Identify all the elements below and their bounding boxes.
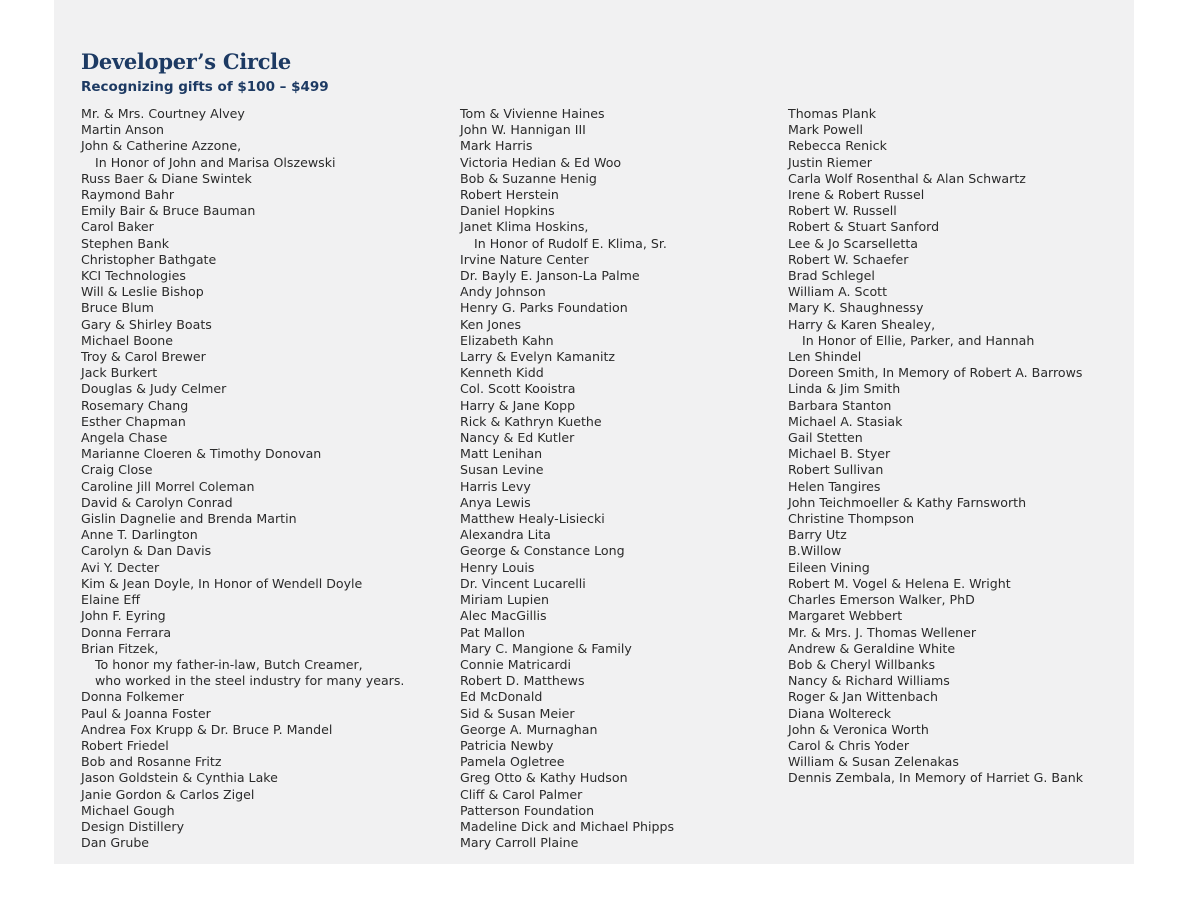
donor-name: Kenneth Kidd bbox=[460, 365, 544, 381]
donor-name: Jack Burkert bbox=[81, 365, 158, 381]
donor-name: Cliff & Carol Palmer bbox=[460, 786, 583, 802]
donor-name: Len Shindel bbox=[788, 349, 862, 365]
donor-dedication: In Honor of John and Marisa Olszewski bbox=[95, 154, 336, 170]
donor-name: Bob & Suzanne Henig bbox=[460, 170, 597, 186]
donor-name: Robert Friedel bbox=[81, 737, 169, 753]
donor-column-2 bbox=[460, 106, 674, 851]
donor-name: Barry Utz bbox=[788, 527, 847, 543]
donor-name: Henry Louis bbox=[460, 559, 535, 575]
donor-name: Madeline Dick and Michael Phipps bbox=[460, 818, 675, 834]
section-subtitle: Recognizing gifts of $100 – $499 bbox=[81, 79, 329, 95]
donor-name: Carol Baker bbox=[81, 219, 154, 235]
donor-name: Linda & Jim Smith bbox=[788, 381, 901, 397]
donor-name: Robert Herstein bbox=[460, 187, 559, 203]
donor-name: Mr. & Mrs. Courtney Alvey bbox=[81, 106, 245, 121]
donor-name: Matthew Healy-Lisiecki bbox=[460, 511, 605, 527]
donor-name: Mary C. Mangione & Family bbox=[460, 640, 632, 656]
donor-name: Margaret Webbert bbox=[788, 608, 903, 624]
donor-name: Robert D. Matthews bbox=[460, 673, 585, 689]
donor-name: Lee & Jo Scarselletta bbox=[788, 235, 919, 251]
donor-name: Mark Harris bbox=[460, 138, 533, 154]
donor-name: Russ Baer & Diane Swintek bbox=[81, 170, 252, 186]
donor-name: Douglas & Judy Celmer bbox=[81, 381, 227, 397]
donor-name: Gary & Shirley Boats bbox=[81, 316, 212, 332]
donor-name: Tom & Vivienne Haines bbox=[460, 106, 605, 121]
donor-name: Robert W. Russell bbox=[788, 203, 897, 219]
donor-name: Angela Chase bbox=[81, 430, 168, 446]
donor-name: Christopher Bathgate bbox=[81, 251, 217, 267]
donor-name: B.Willow bbox=[788, 543, 842, 559]
donor-name: Carol & Chris Yoder bbox=[788, 737, 910, 753]
donor-name: Gail Stetten bbox=[788, 430, 863, 446]
donor-name: Dennis Zembala, In Memory of Harriet G. Bank bbox=[788, 770, 1084, 786]
donor-name: Eileen Vining bbox=[788, 559, 870, 575]
donor-name: William & Susan Zelenakas bbox=[788, 754, 959, 770]
donor-name: Connie Matricardi bbox=[460, 656, 572, 672]
donor-name: Michael A. Stasiak bbox=[788, 413, 903, 429]
donor-dedication: In Honor of Ellie, Parker, and Hannah bbox=[802, 332, 1035, 348]
donor-name: Andy Johnson bbox=[460, 284, 546, 300]
donor-name: Daniel Hopkins bbox=[460, 203, 555, 219]
donor-name: Elizabeth Kahn bbox=[460, 332, 554, 348]
donor-name: Irvine Nature Center bbox=[460, 251, 589, 267]
donor-name: Esther Chapman bbox=[81, 413, 186, 429]
donor-name: Gislin Dagnelie and Brenda Martin bbox=[81, 511, 297, 527]
donor-name: Ken Jones bbox=[460, 316, 522, 332]
donor-name: Barbara Stanton bbox=[788, 397, 892, 413]
donor-name: Diana Woltereck bbox=[788, 705, 892, 721]
donor-name: Col. Scott Kooistra bbox=[460, 381, 576, 397]
donor-name: John W. Hannigan III bbox=[460, 122, 586, 138]
donor-name: Donna Ferrara bbox=[81, 624, 172, 640]
donor-name: Victoria Hedian & Ed Woo bbox=[460, 154, 622, 170]
donor-name: Andrew & Geraldine White bbox=[788, 640, 956, 656]
donor-name: Troy & Carol Brewer bbox=[81, 349, 206, 365]
donor-name: Stephen Bank bbox=[81, 235, 170, 251]
donor-name: Harry & Jane Kopp bbox=[460, 397, 576, 413]
donor-name: Brad Schlegel bbox=[788, 268, 875, 284]
donor-name: Patricia Newby bbox=[460, 737, 554, 753]
donor-name: William A. Scott bbox=[788, 284, 888, 300]
donor-name: Rick & Kathryn Kuethe bbox=[460, 413, 602, 429]
donor-name: Mr. & Mrs. J. Thomas Wellener bbox=[788, 624, 977, 640]
donor-name: Rebecca Renick bbox=[788, 138, 887, 154]
donor-name: Alec MacGillis bbox=[460, 608, 547, 624]
donor-name: Sid & Susan Meier bbox=[460, 705, 575, 721]
donor-name: Nancy & Ed Kutler bbox=[460, 430, 575, 446]
donor-dedication: To honor my father-in-law, Butch Creamer, bbox=[95, 656, 363, 672]
donor-name: Pat Mallon bbox=[460, 624, 525, 640]
donor-name: Kim & Jean Doyle, In Honor of Wendell Doyle bbox=[81, 575, 363, 591]
donor-name: Charles Emerson Walker, PhD bbox=[788, 592, 975, 608]
donor-name: Anya Lewis bbox=[460, 494, 531, 510]
donor-name: Larry & Evelyn Kamanitz bbox=[460, 349, 616, 365]
donor-name: Michael B. Styer bbox=[788, 446, 891, 462]
donor-name: Christine Thompson bbox=[788, 511, 915, 527]
donor-name: Design Distillery bbox=[81, 818, 185, 834]
donor-name: Nancy & Richard Williams bbox=[788, 673, 950, 689]
donor-name: Matt Lenihan bbox=[460, 446, 543, 462]
donor-name: Robert Sullivan bbox=[788, 462, 884, 478]
donor-name: Craig Close bbox=[81, 462, 153, 478]
donor-name: John F. Eyring bbox=[81, 608, 166, 624]
donor-name: Janie Gordon & Carlos Zigel bbox=[81, 786, 255, 802]
donor-name: John & Veronica Worth bbox=[788, 721, 929, 737]
donor-name: Martin Anson bbox=[81, 122, 165, 138]
donor-name: Michael Gough bbox=[81, 802, 175, 818]
donor-name: Brian Fitzek, bbox=[81, 640, 159, 656]
donor-name: Irene & Robert Russel bbox=[788, 187, 925, 203]
donor-name: Helen Tangires bbox=[788, 478, 881, 494]
donor-name: Harry & Karen Shealey, bbox=[788, 316, 936, 332]
donor-name: KCI Technologies bbox=[81, 268, 186, 284]
donor-dedication: In Honor of Rudolf E. Klima, Sr. bbox=[474, 235, 667, 251]
donor-name: Paul & Joanna Foster bbox=[81, 705, 211, 721]
donor-name: Robert W. Schaefer bbox=[788, 251, 909, 267]
donor-name: Patterson Foundation bbox=[460, 802, 595, 818]
donor-name: Janet Klima Hoskins, bbox=[460, 219, 589, 235]
donor-name: Doreen Smith, In Memory of Robert A. Barrows bbox=[788, 365, 1083, 381]
donor-name: Ed McDonald bbox=[460, 689, 543, 705]
donor-name: Dr. Bayly E. Janson-La Palme bbox=[460, 268, 640, 284]
donor-name: Dr. Vincent Lucarelli bbox=[460, 575, 586, 591]
donor-name: George A. Murnaghan bbox=[460, 721, 598, 737]
donor-name: Miriam Lupien bbox=[460, 592, 550, 608]
donor-name: Dan Grube bbox=[81, 835, 150, 851]
donor-name: Justin Riemer bbox=[788, 154, 872, 170]
donor-name: Mark Powell bbox=[788, 122, 863, 138]
donor-name: Bruce Blum bbox=[81, 300, 154, 316]
donor-name: Will & Leslie Bishop bbox=[81, 284, 204, 300]
donor-name: Greg Otto & Kathy Hudson bbox=[460, 770, 628, 786]
donor-name: Elaine Eff bbox=[81, 592, 141, 608]
donor-column-3 bbox=[788, 106, 1083, 787]
donor-name: Roger & Jan Wittenbach bbox=[788, 689, 938, 705]
donor-name: Caroline Jill Morrel Coleman bbox=[81, 478, 255, 494]
donor-name: Rosemary Chang bbox=[81, 397, 189, 413]
donor-dedication: who worked in the steel industry for many years. bbox=[95, 673, 405, 689]
donor-name: John & Catherine Azzone, bbox=[81, 138, 242, 154]
donor-name: David & Carolyn Conrad bbox=[81, 494, 233, 510]
donor-name: Mary Carroll Plaine bbox=[460, 835, 579, 851]
donor-name: Jason Goldstein & Cynthia Lake bbox=[81, 770, 278, 786]
donor-name: Bob and Rosanne Fritz bbox=[81, 754, 222, 770]
donor-name: Alexandra Lita bbox=[460, 527, 551, 543]
donor-name: Robert & Stuart Sanford bbox=[788, 219, 940, 235]
donor-name: Carla Wolf Rosenthal & Alan Schwartz bbox=[788, 170, 1026, 186]
donor-name: Avi Y. Decter bbox=[81, 559, 160, 575]
donor-name: Marianne Cloeren & Timothy Donovan bbox=[81, 446, 322, 462]
donor-name: Bob & Cheryl Willbanks bbox=[788, 656, 936, 672]
donor-column-1 bbox=[81, 106, 404, 851]
donor-name: Mary K. Shaughnessy bbox=[788, 300, 924, 316]
donor-name: Raymond Bahr bbox=[81, 187, 175, 203]
donor-name: Henry G. Parks Foundation bbox=[460, 300, 628, 316]
donor-name: Pamela Ogletree bbox=[460, 754, 565, 770]
donor-name: Susan Levine bbox=[460, 462, 544, 478]
donor-name: John Teichmoeller & Kathy Farnsworth bbox=[788, 494, 1027, 510]
donor-name: Thomas Plank bbox=[788, 106, 877, 121]
donor-name: George & Constance Long bbox=[460, 543, 625, 559]
donor-name: Robert M. Vogel & Helena E. Wright bbox=[788, 575, 1011, 591]
donor-name: Donna Folkemer bbox=[81, 689, 184, 705]
donor-name: Michael Boone bbox=[81, 332, 174, 348]
donor-name: Harris Levy bbox=[460, 478, 531, 494]
donor-name: Andrea Fox Krupp & Dr. Bruce P. Mandel bbox=[81, 721, 333, 737]
donor-name: Carolyn & Dan Davis bbox=[81, 543, 212, 559]
section-title: Developer’s Circle bbox=[81, 49, 291, 74]
donor-name: Anne T. Darlington bbox=[81, 527, 198, 543]
donor-name: Emily Bair & Bruce Bauman bbox=[81, 203, 256, 219]
